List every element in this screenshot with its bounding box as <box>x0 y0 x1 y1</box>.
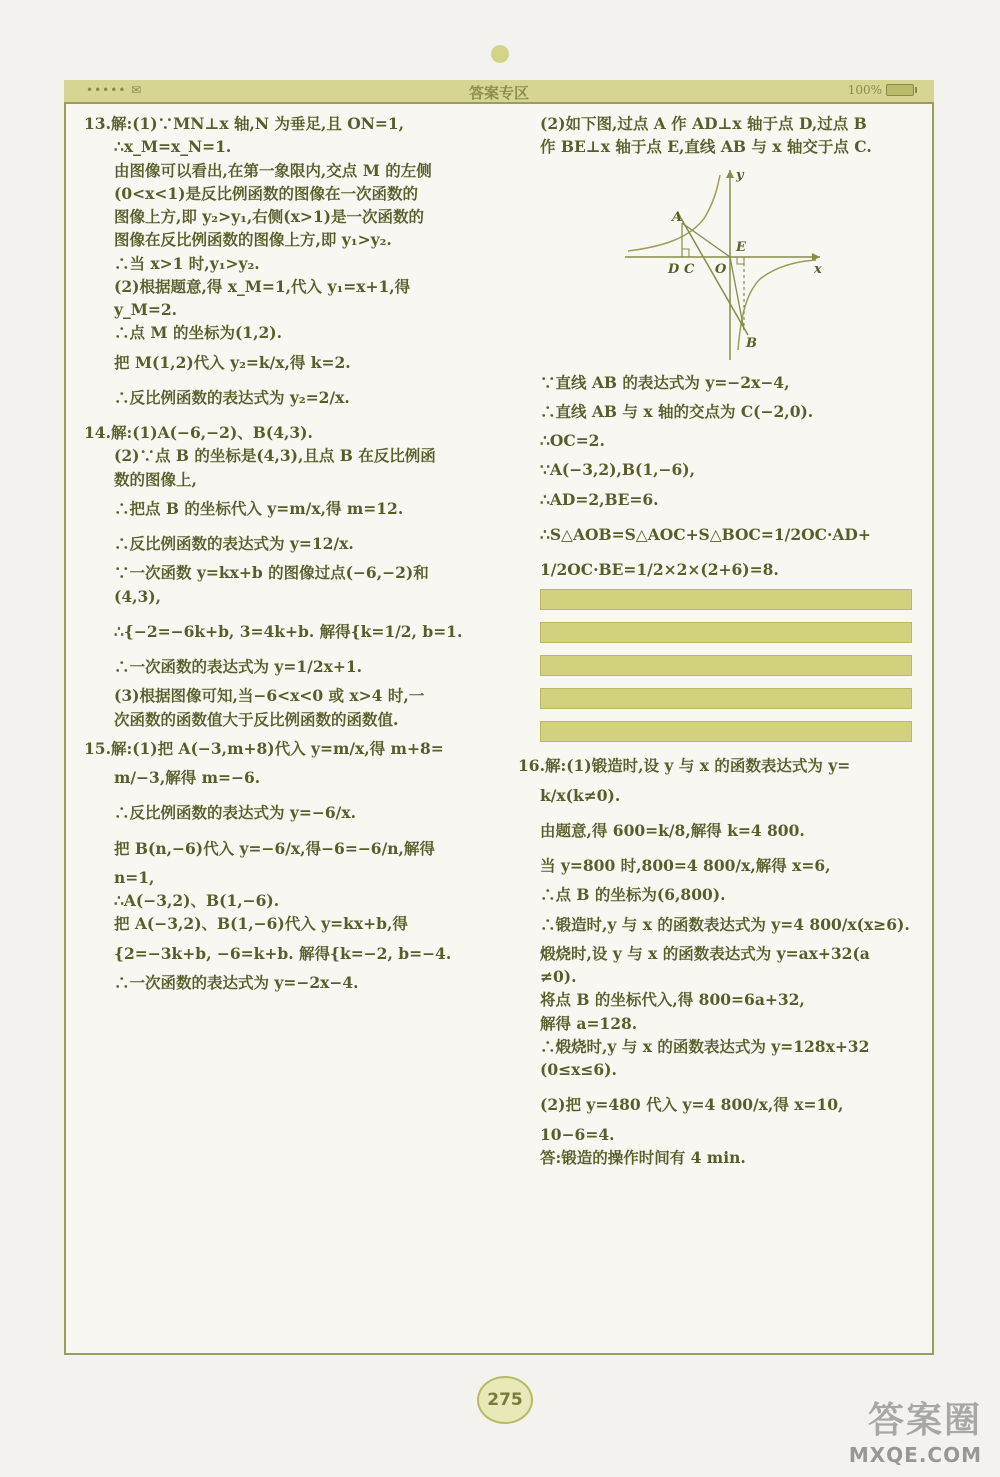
text-line: 解得 a=128. <box>540 1013 638 1033</box>
label-y: y <box>736 167 744 183</box>
text-line: ∴A(−3,2)、B(1,−6). <box>114 891 280 910</box>
text-line: 把 B(n,−6)代入 y=−6/x,得−6=−6/n,解得 <box>114 838 435 858</box>
camera-dot <box>491 45 509 63</box>
text-line: ∴一次函数的表达式为 y=1/2x+1. <box>114 657 363 676</box>
text-line: ∴OC=2. <box>540 431 605 450</box>
text-line: ∴把点 B 的坐标代入 y=m/x,得 m=12. <box>114 498 404 518</box>
right-column <box>518 112 920 1169</box>
text-line: ∴反比例函数的表达式为 y₂=2/x. <box>114 387 350 407</box>
text-line: ∴直线 AB 与 x 轴的交点为 C(−2,0). <box>540 401 814 421</box>
label-d: D <box>668 261 680 277</box>
text-line: 13.解:(1)∵MN⊥x 轴,N 为垂足,且 ON=1, <box>84 114 405 133</box>
redaction-bar <box>540 688 912 709</box>
status-bar <box>64 80 934 104</box>
text-line: (2)如下图,过点 A 作 AD⊥x 轴于点 D,过点 B <box>540 114 867 133</box>
text-line: ∴反比例函数的表达式为 y=−6/x. <box>114 803 356 823</box>
text-line: 1/2OC·BE=1/2×2×(2+6)=8. <box>540 560 779 579</box>
text-line: ∵直线 AB 的表达式为 y=−2x−4, <box>540 372 790 392</box>
label-x: x <box>814 261 822 277</box>
text-line: ∴{−2=−6k+b, 3=4k+b. 解得{k=1/2, b=1. <box>114 621 463 641</box>
redacted-block <box>540 589 920 742</box>
text-line: y_M=2. <box>114 300 178 319</box>
text-line: (0≤x≤6). <box>540 1060 617 1079</box>
text-line: 图像上方,即 y₂>y₁,右侧(x>1)是一次函数的 <box>114 207 424 226</box>
text-line: 由题意,得 600=k/8,解得 k=4 800. <box>540 820 805 840</box>
battery-percent: 100% <box>847 83 882 97</box>
text-line: ∴AD=2,BE=6. <box>540 489 659 509</box>
y-axis-arrow <box>726 170 734 178</box>
page-number: 275 <box>477 1376 533 1424</box>
right-angle-e <box>737 257 744 264</box>
text-line: 次函数的函数值大于反比例函数的函数值. <box>114 709 399 729</box>
text-line: ∴煅烧时,y 与 x 的函数表达式为 y=128x+32 <box>540 1036 870 1056</box>
text-line: {2=−3k+b, −6=k+b. 解得{k=−2, b=−4. <box>114 943 452 963</box>
watermark-logo <box>849 1392 982 1467</box>
redaction-bar <box>540 655 912 676</box>
signal-indicator: ••••• ✉ <box>86 83 143 97</box>
text-line: (2)把 y=480 代入 y=4 800/x,得 x=10, <box>540 1095 844 1115</box>
label-c: C <box>684 261 695 277</box>
text-line: 煅烧时,设 y 与 x 的函数表达式为 y=ax+32(a <box>540 943 870 963</box>
left-column <box>84 112 494 994</box>
text-line: ∵A(−3,2),B(1,−6), <box>540 460 696 480</box>
text-line: 16.解:(1)锻造时,设 y 与 x 的函数表达式为 y= <box>518 756 851 776</box>
text-line: ∵一次函数 y=kx+b 的图像过点(−6,−2)和 <box>114 563 429 583</box>
text-line: ∴x_M=x_N=1. <box>114 137 232 157</box>
right-angle-d <box>682 249 689 257</box>
text-line: (0<x<1)是反比例函数的图像在一次函数的 <box>114 183 418 203</box>
redaction-bar <box>540 721 912 742</box>
text-line: (2)∵点 B 的坐标是(4,3),且点 B 在反比例函 <box>114 446 436 466</box>
text-line: 数的图像上, <box>114 469 197 489</box>
text-line: n=1, <box>114 867 155 887</box>
text-line: 把 A(−3,2)、B(1,−6)代入 y=kx+b,得 <box>114 914 408 934</box>
label-b: B <box>746 335 757 351</box>
label-e: E <box>736 239 746 255</box>
text-line: 10−6=4. <box>540 1124 615 1144</box>
text-line: ∴锻造时,y 与 x 的函数表达式为 y=4 800/x(x≥6). <box>540 914 910 934</box>
text-line: ∴S△AOB=S△AOC+S△BOC=1/2OC·AD+ <box>540 524 871 544</box>
watermark-text: 答案圈 <box>867 1400 982 1441</box>
page-title: 答案专区 <box>468 84 529 102</box>
text-line: 15.解:(1)把 A(−3,m+8)代入 y=m/x,得 m+8= <box>84 738 444 758</box>
label-a: A <box>672 209 683 225</box>
watermark-url: MXQE.COM <box>848 1443 982 1467</box>
label-o: O <box>715 261 727 277</box>
text-line: ≠0). <box>540 967 577 986</box>
text-line: (2)根据题意,得 x_M=1,代入 y₁=x+1,得 <box>114 276 411 296</box>
text-line: m/−3,解得 m=−6. <box>114 768 261 787</box>
text-line: ∴当 x>1 时,y₁>y₂. <box>114 253 260 273</box>
text-line: 将点 B 的坐标代入,得 800=6a+32, <box>540 990 805 1010</box>
text-line: 当 y=800 时,800=4 800/x,解得 x=6, <box>540 856 831 875</box>
text-line: ∴一次函数的表达式为 y=−2x−4. <box>114 972 359 992</box>
text-line: 答:锻造的操作时间有 4 min. <box>540 1147 746 1167</box>
text-line: 作 BE⊥x 轴于点 E,直线 AB 与 x 轴交于点 C. <box>540 137 872 157</box>
text-line: (3)根据图像可知,当−6<x<0 或 x>4 时,一 <box>114 686 425 706</box>
text-line: 由图像可以看出,在第一象限内,交点 M 的左侧 <box>114 160 432 180</box>
text-line: 14.解:(1)A(−6,−2)、B(4,3). <box>84 423 313 442</box>
function-graph <box>620 165 830 365</box>
text-line: (4,3), <box>114 586 162 606</box>
battery-icon <box>886 84 914 96</box>
redaction-bar <box>540 622 912 643</box>
battery-indicator <box>848 83 914 97</box>
redaction-bar <box>540 589 912 610</box>
text-line: ∴点 B 的坐标为(6,800). <box>540 885 726 905</box>
text-line: k/x(k≠0). <box>540 785 621 805</box>
segment-ob <box>730 257 744 330</box>
text-line: ∴反比例函数的表达式为 y=12/x. <box>114 534 354 553</box>
text-line: 把 M(1,2)代入 y₂=k/x,得 k=2. <box>114 352 351 372</box>
text-line: ∴点 M 的坐标为(1,2). <box>114 323 282 343</box>
text-line: 图像在反比例函数的图像上方,即 y₁>y₂. <box>114 230 392 250</box>
